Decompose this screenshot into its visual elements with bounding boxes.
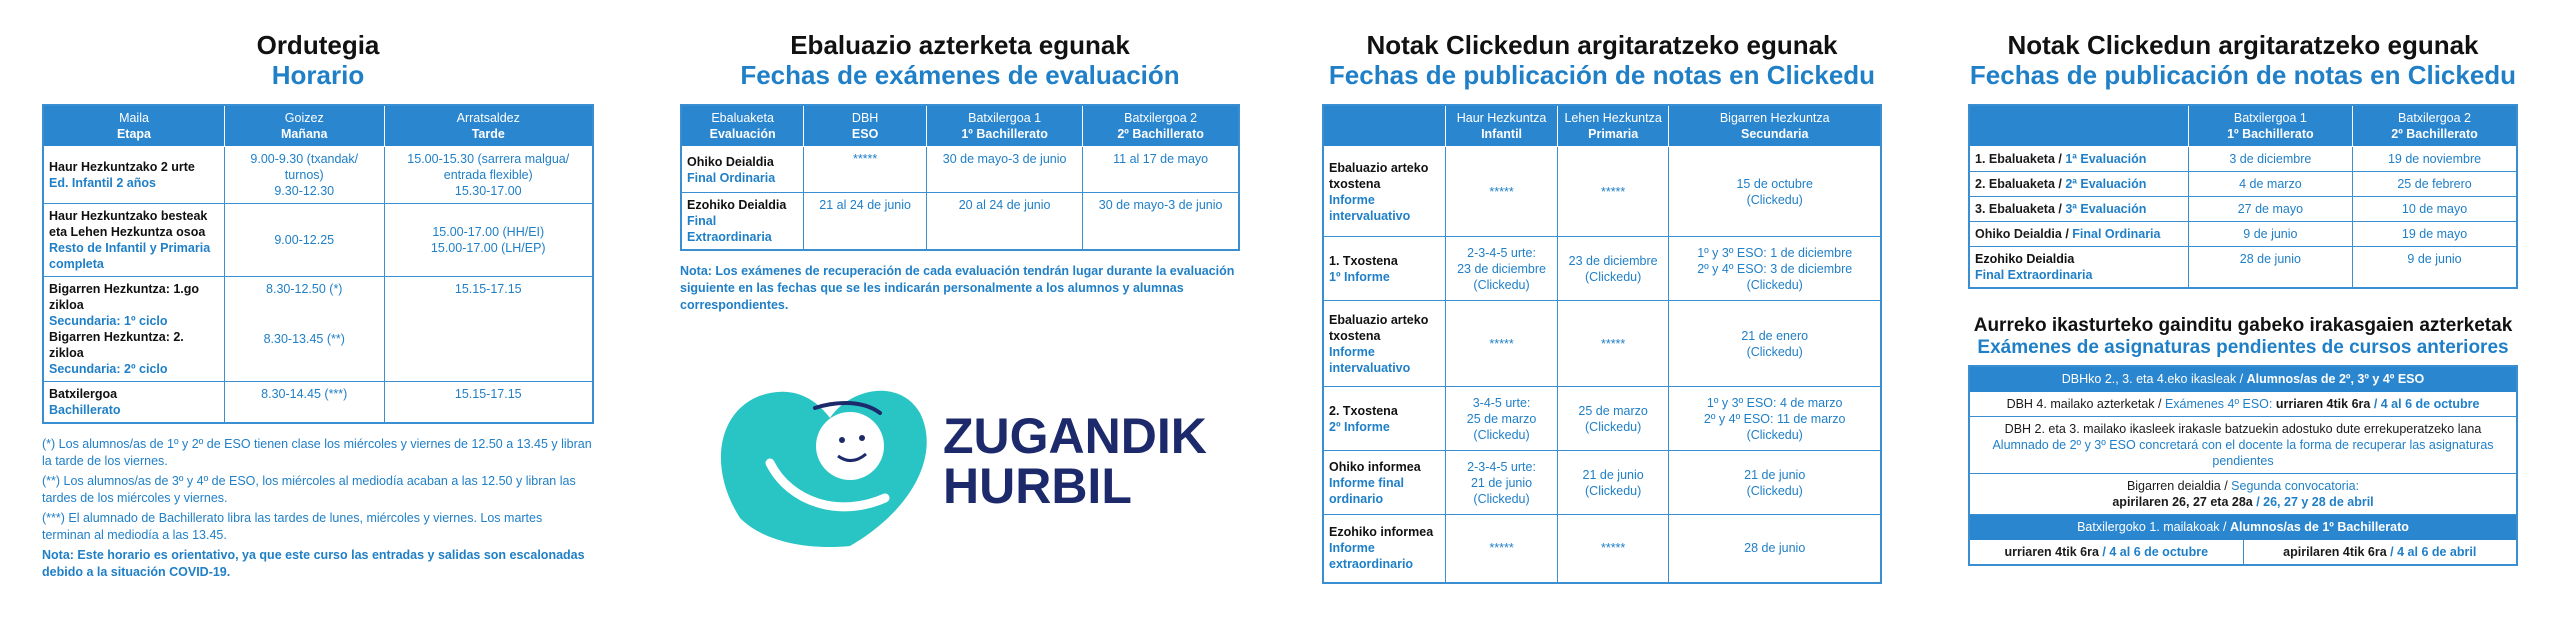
header-cell: Ebaluaketa Evaluación	[681, 105, 804, 147]
table-row	[1323, 515, 1881, 583]
header-cell: Goizez Mañana	[225, 105, 385, 147]
table-cell: *****	[1557, 515, 1669, 583]
table-cell: 11 al 17 de mayo	[1083, 147, 1239, 193]
table-cell: *****	[1446, 147, 1558, 237]
logo-text-line1: ZUGANDIK	[943, 408, 1207, 464]
header-cell: Maila Etapa	[43, 105, 225, 147]
table-cell: 8.30-14.45 (***)	[225, 382, 385, 424]
table-row	[1969, 392, 2517, 417]
table-cell: *****	[1446, 301, 1558, 387]
table-cell: 4 de marzo	[2188, 172, 2352, 197]
table-row	[1323, 301, 1881, 387]
schedule-subtitle: Horario	[271, 60, 365, 90]
table-cell: 8.30-12.50 (*) 8.30-13.45 (**)	[225, 277, 385, 382]
row-label: Ohiko Deialdia / Final Ordinaria	[1969, 222, 2188, 247]
header-cell: Batxilergoa 2 2º Bachillerato	[2353, 105, 2517, 147]
schedule-title: Ordutegia	[256, 30, 380, 60]
table-cell: apirilaren 4tik 6ra / 4 al 6 de abril	[2243, 540, 2517, 566]
table-cell: 10 de mayo	[2353, 197, 2517, 222]
row-label: Ohiko Deialdia Final Ordinaria	[681, 147, 804, 193]
row-label: Haur Hezkuntzako 2 urte Ed. Infantil 2 años	[43, 147, 225, 204]
table-header-row	[681, 105, 1239, 147]
table-cell: 21 de enero (Clickedu)	[1669, 301, 1881, 387]
table-cell: 2-3-4-5 urte: 21 de junio (Clickedu)	[1446, 451, 1558, 515]
table-row	[1969, 222, 2517, 247]
table-row	[43, 147, 593, 204]
row-label: 2. Txostena 2º Informe	[1323, 387, 1446, 451]
row-label: Ohiko informea Informe final ordinario	[1323, 451, 1446, 515]
table-cell: 2-3-4-5 urte: 23 de diciembre (Clickedu)	[1446, 237, 1558, 301]
note-line: (**) Los alumnos/as de 3º y 4º de ESO, los miércoles al mediodía acaban a las 12.50 y libran las tardes de los miércoles y viernes.	[42, 474, 576, 505]
bachillerato-grades-table	[1968, 104, 2518, 289]
exam-dates-subtitle: Fechas de exámenes de evaluación	[740, 60, 1180, 90]
table-row	[1323, 387, 1881, 451]
table-cell: 25 de febrero	[2353, 172, 2517, 197]
table-row	[1969, 247, 2517, 289]
table-cell: 23 de diciembre (Clickedu)	[1557, 237, 1669, 301]
table-cell: 21 de junio (Clickedu)	[1669, 451, 1881, 515]
table-cell: 15.00-17.00 (HH/EI) 15.00-17.00 (LH/EP)	[384, 204, 593, 277]
table-row	[43, 382, 593, 424]
table-cell: 15 de octubre (Clickedu)	[1669, 147, 1881, 237]
table-row	[1969, 197, 2517, 222]
table-row	[43, 204, 593, 277]
table-header-row	[1969, 105, 2517, 147]
header-cell: Bigarren Hezkuntza Secundaria	[1669, 105, 1881, 147]
logo-text-line2: HURBIL	[943, 458, 1132, 514]
recovery-row: DBH 2. eta 3. mailako ikasleek irakasle batzuekin adostuko dute errekuperatzeko lana Alumnado de 2º y 3º ESO concretará con el docente la forma de recuperar las asignaturas pendientes	[1969, 417, 2517, 474]
clickedu-grades-table	[1322, 104, 1882, 584]
pending-exams-table	[1968, 365, 2518, 566]
table-cell: 1º y 3º ESO: 4 de marzo 2º y 4º ESO: 11 de marzo (Clickedu)	[1669, 387, 1881, 451]
exam-eso4-row: DBH 4. mailako azterketak / Exámenes 4º ESO: urriaren 4tik 6ra / 4 al 6 de octubre	[1969, 392, 2517, 417]
exam-dates-title: Ebaluazio azterketa egunak	[790, 30, 1130, 60]
row-label: Ebaluazio arteko txostena Informe intervaluativo	[1323, 147, 1446, 237]
table-cell: 20 al 24 de junio	[927, 193, 1083, 251]
row-label: 1. Txostena 1º Informe	[1323, 237, 1446, 301]
table-cell: 30 de mayo-3 de junio	[927, 147, 1083, 193]
clickedu-title: Notak Clickedun argitaratzeko egunak	[1366, 30, 1838, 60]
note-line: (*) Los alumnos/as de 1º y 2º de ESO tienen clase los miércoles y viernes de 12.50 a 13.45 y libran la tarde de los viernes.	[42, 437, 592, 468]
table-cell: 3 de diciembre	[2188, 147, 2352, 172]
table-row	[1323, 147, 1881, 237]
note-line: Nota: Este horario es orientativo, ya que este curso las entradas y salidas son escalonadas debido a la situación COVID-19.	[42, 548, 585, 579]
row-label: 2. Ebaluaketa / 2ª Evaluación	[1969, 172, 2188, 197]
band-row	[1969, 515, 2517, 540]
header-cell: Arratsaldez Tarde	[384, 105, 593, 147]
header-cell	[1969, 105, 2188, 147]
row-label: Bigarren Hezkuntza: 1.go zikloa Secundaria: 1º ciclo Bigarren Hezkuntza: 2. zikloa Secundaria: 2º ciclo	[43, 277, 225, 382]
table-cell: 30 de mayo-3 de junio	[1083, 193, 1239, 251]
header-cell: DBH ESO	[804, 105, 927, 147]
band-bachillerato: Batxilergoko 1. mailakoak / Alumnos/as de 1º Bachillerato	[1969, 515, 2517, 540]
row-label: Batxilergoa Bachillerato	[43, 382, 225, 424]
header-cell: Lehen Hezkuntza Primaria	[1557, 105, 1669, 147]
table-row	[1969, 540, 2517, 566]
schedule-panel	[42, 30, 594, 584]
table-cell: 1º y 3º ESO: 1 de diciembre 2º y 4º ESO: 3 de diciembre (Clickedu)	[1669, 237, 1881, 301]
table-cell: 15.15-17.15	[384, 382, 593, 424]
table-cell: 25 de marzo (Clickedu)	[1557, 387, 1669, 451]
table-row	[1969, 474, 2517, 515]
table-cell: 9.00-9.30 (txandak/ turnos) 9.30-12.30	[225, 147, 385, 204]
table-cell: 3-4-5 urte: 25 de marzo (Clickedu)	[1446, 387, 1558, 451]
table-row	[43, 277, 593, 382]
table-cell: *****	[1446, 515, 1558, 583]
pending-title: Aurreko ikasturteko gainditu gabeko irakasgaien azterketak	[1973, 315, 2513, 336]
bachillerato-subtitle: Fechas de publicación de notas en Clickedu	[1969, 60, 2517, 90]
table-row	[1323, 237, 1881, 301]
table-row	[1969, 147, 2517, 172]
table-cell: 28 de junio	[1669, 515, 1881, 583]
table-cell: 15.15-17.15	[384, 277, 593, 382]
row-label: 3. Ebaluaketa / 3ª Evaluación	[1969, 197, 2188, 222]
table-cell: 21 de junio (Clickedu)	[1557, 451, 1669, 515]
note-line: (***) El alumnado de Bachillerato libra las tardes de lunes, miércoles y viernes. Los martes terminan al mediodía a las 13.45.	[42, 511, 543, 542]
logo-heart-icon	[710, 368, 1230, 553]
clickedu-grades-panel	[1322, 30, 1882, 584]
header-cell	[1323, 105, 1446, 147]
schedule-notes	[42, 436, 594, 581]
row-label: Ezohiko informea Informe extraordinario	[1323, 515, 1446, 583]
table-cell: 9 de junio	[2353, 247, 2517, 289]
header-cell: Batxilergoa 2 2º Bachillerato	[1083, 105, 1239, 147]
table-cell: *****	[804, 147, 927, 193]
table-cell: 9 de junio	[2188, 222, 2352, 247]
table-cell: *****	[1557, 301, 1669, 387]
row-label: Haur Hezkuntzako besteak eta Lehen Hezkuntza osoa Resto de Infantil y Primaria completa	[43, 204, 225, 277]
table-cell: 19 de noviembre	[2353, 147, 2517, 172]
schedule-table	[42, 104, 594, 424]
clickedu-subtitle: Fechas de publicación de notas en Clickedu	[1328, 60, 1876, 90]
table-row	[1969, 172, 2517, 197]
exam-dates-note: Nota: Los exámenes de recuperación de cada evaluación tendrán lugar durante la evaluación siguiente en las fechas que se les indicarán personalmente a los alumnos y alumnas correspondientes.	[680, 264, 1235, 312]
row-label: Ebaluazio arteko txostena Informe intervaluativo	[1323, 301, 1446, 387]
table-header-row	[43, 105, 593, 147]
header-cell: Haur Hezkuntza Infantil	[1446, 105, 1558, 147]
table-cell: urriaren 4tik 6ra / 4 al 6 de octubre	[1969, 540, 2243, 566]
pending-subtitle: Exámenes de asignaturas pendientes de cursos anteriores	[1977, 337, 2509, 358]
band-eso: DBHko 2., 3. eta 4.eko ikasleak / Alumnos/as de 2º, 3º y 4º ESO	[1969, 366, 2517, 392]
header-cell: Batxilergoa 1 1º Bachillerato	[927, 105, 1083, 147]
second-call-row: Bigarren deialdia / Segunda convocatoria: apirilaren 26, 27 eta 28a / 26, 27 y 28 de abril	[1969, 474, 2517, 515]
bachillerato-title: Notak Clickedun argitaratzeko egunak	[2007, 30, 2479, 60]
table-row	[681, 193, 1239, 251]
table-cell: 9.00-12.25	[225, 204, 385, 277]
table-cell: 28 de junio	[2188, 247, 2352, 289]
row-label: Ezohiko Deialdia Final Extraordinaria	[681, 193, 804, 251]
bachillerato-grades-panel	[1968, 30, 2518, 566]
exam-dates-panel	[680, 30, 1240, 314]
row-label: 1. Ebaluaketa / 1ª Evaluación	[1969, 147, 2188, 172]
band-row	[1969, 366, 2517, 392]
table-cell: 19 de mayo	[2353, 222, 2517, 247]
table-cell: *****	[1557, 147, 1669, 237]
table-row	[681, 147, 1239, 193]
exam-dates-table	[680, 104, 1240, 251]
table-cell: 21 al 24 de junio	[804, 193, 927, 251]
table-cell: 27 de mayo	[2188, 197, 2352, 222]
header-cell: Batxilergoa 1 1º Bachillerato	[2188, 105, 2352, 147]
table-cell: 15.00-15.30 (sarrera malgua/ entrada flexible) 15.30-17.00	[384, 147, 593, 204]
table-header-row	[1323, 105, 1881, 147]
row-label: Ezohiko Deialdia Final Extraordinaria	[1969, 247, 2188, 289]
table-row	[1323, 451, 1881, 515]
zugandik-hurbil-logo	[710, 368, 1230, 553]
table-row	[1969, 417, 2517, 474]
